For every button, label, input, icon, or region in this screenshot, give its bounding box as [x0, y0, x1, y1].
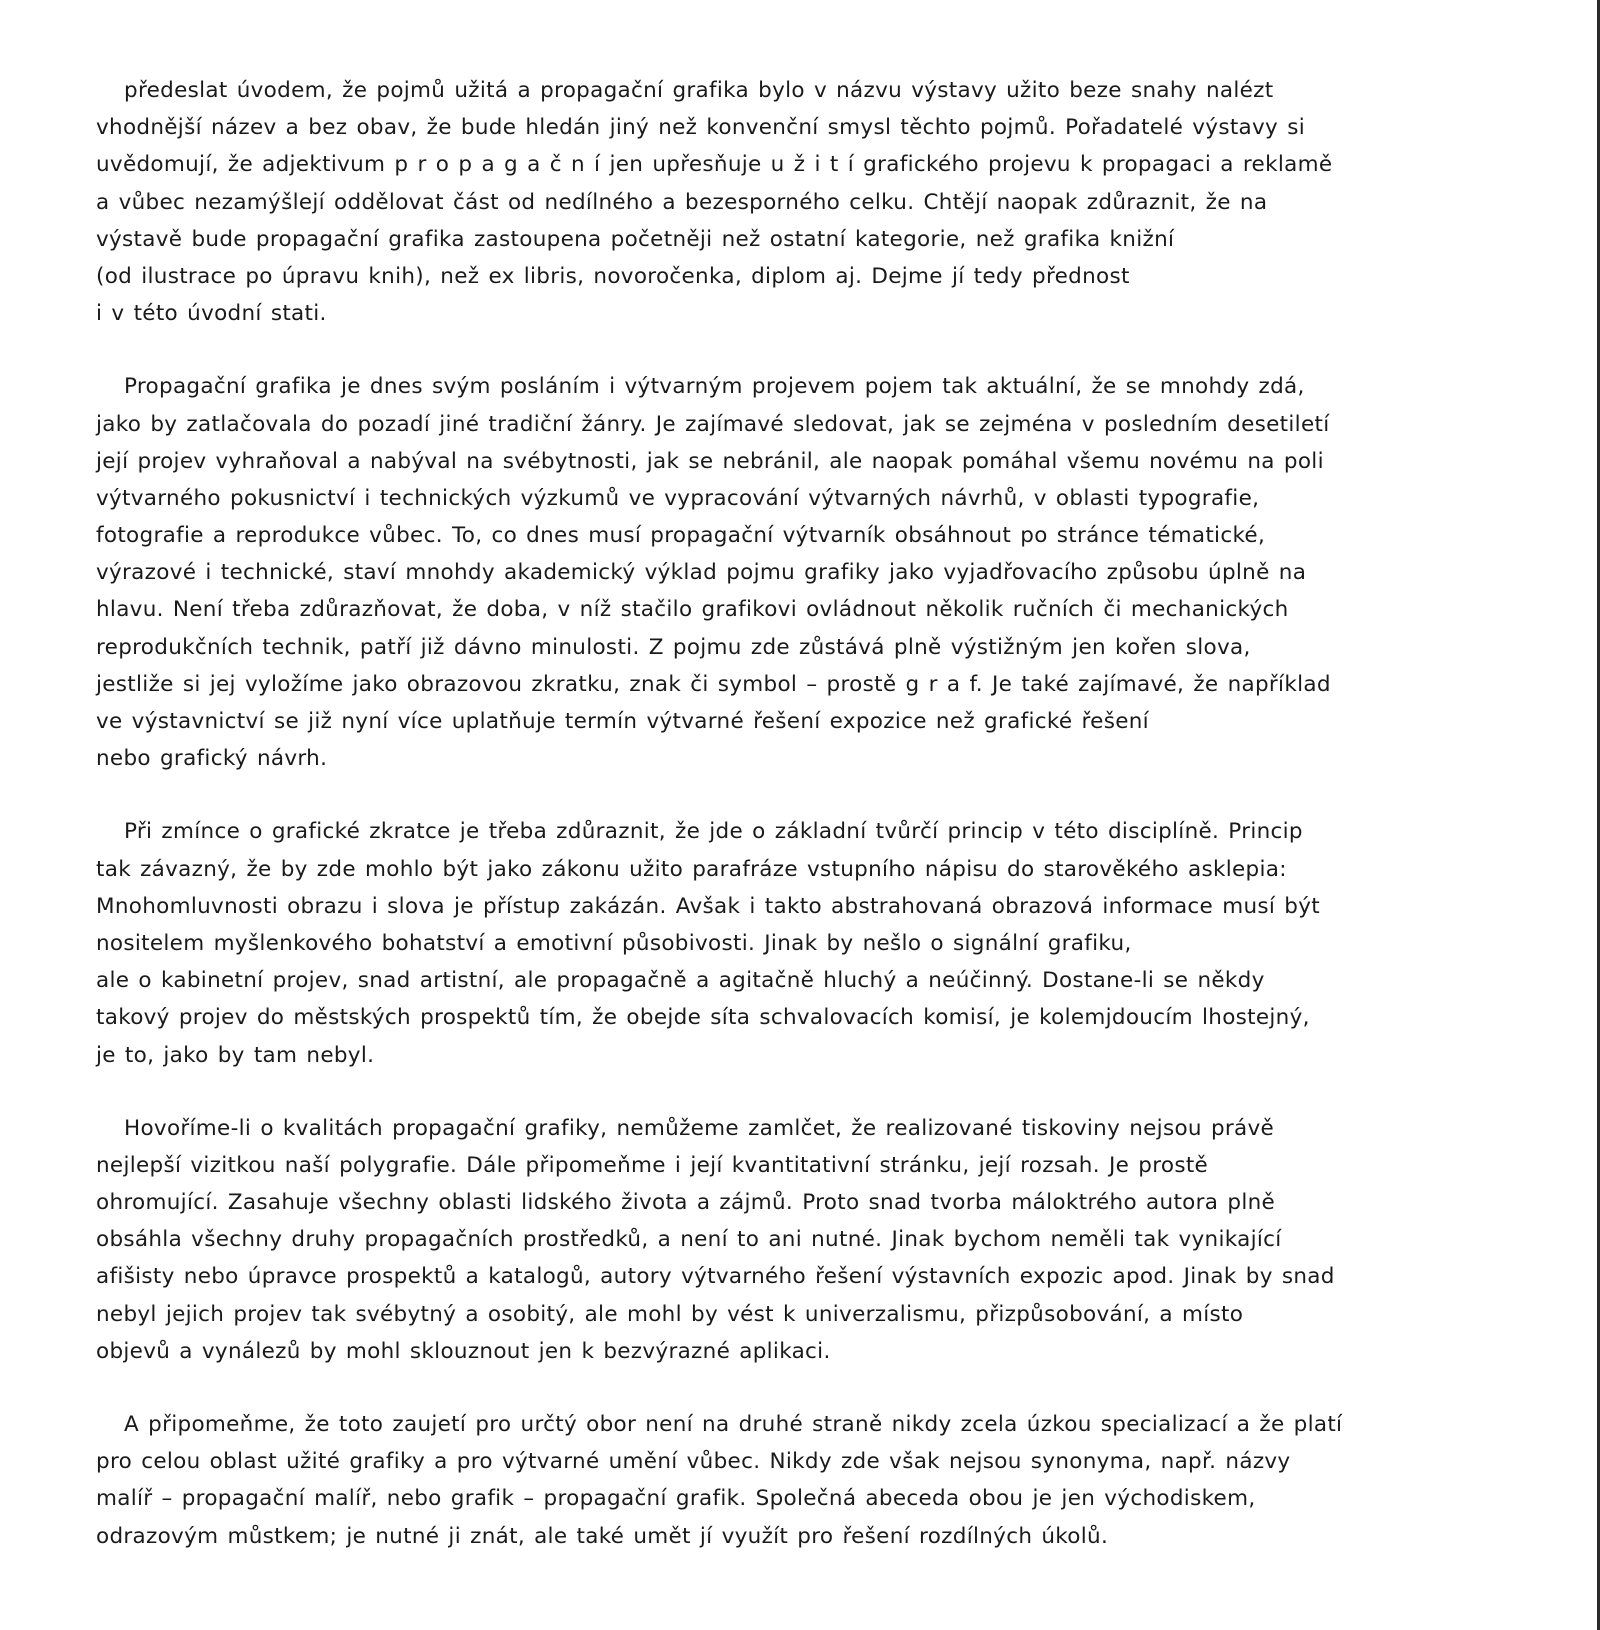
document-body [96, 72, 1496, 1591]
text-line: A připomeňme, že toto zaujetí pro určtý obor není na druhé straně nikdy zcela úzkou specializací a že platí [124, 1412, 1343, 1437]
text-line: uvědomují, že adjektivum p r o p a g a č n í jen upřesňuje u ž i t í grafického projevu k propagaci a reklamě [96, 152, 1333, 178]
text-line: nebyl jejich projev tak svébytný a osobitý, ale mohl by vést k univerzalismu, přizpůsobování, a místo [96, 1301, 1244, 1327]
text-line: Při zmínce o grafické zkratce je třeba zdůraznit, že jde o základní tvůrčí princip v této disciplíně. Princip [124, 819, 1303, 845]
text-line: pro celou oblast užité grafiky a pro výtvarné umění vůbec. Nikdy zde však nejsou synonyma, např. názvy [96, 1449, 1291, 1475]
paragraph [96, 72, 1496, 332]
paragraph [96, 1406, 1496, 1555]
text-line: Hovoříme-li o kvalitách propagační grafiky, nemůžeme zamlčet, že realizované tiskoviny nejsou právě [124, 1115, 1275, 1141]
text-line: její projev vyhraňoval a nabýval na svébytnosti, jak se nebránil, ale naopak pomáhal všemu novému na poli [96, 448, 1324, 474]
text-line: hlavu. Není třeba zdůrazňovat, že doba, v níž stačilo grafikovi ovládnout několik ručních či mechanických [96, 597, 1289, 623]
text-line: výtvarného pokusnictví i technických výzkumů ve vypracování výtvarných návrhů, v oblasti typografie, [96, 485, 1260, 511]
text-line: ohromující. Zasahuje všechny oblasti lidského života a zájmů. Proto snad tvorba máloktrého autora plně [96, 1190, 1276, 1216]
text-line: a vůbec nezamýšlejí oddělovat část od nedílného a bezesporného celku. Chtějí naopak zdůraznit, že na [96, 189, 1268, 215]
text-line: nejlepší vizitkou naší polygrafie. Dále připomeňme i její kvantitativní stránku, její rozsah. Je prostě [96, 1152, 1209, 1178]
text-line: fotografie a reprodukce vůbec. To, co dnes musí propagační výtvarník obsáhnout po stránce tématické, [96, 523, 1266, 549]
text-line: afišisty nebo úpravce prospektů a katalogů, autory výtvarného řešení výstavních expozic apod. Jinak by snad [96, 1264, 1335, 1290]
text-line: tak závazný, že by zde mohlo být jako zákonu užito parafráze vstupního nápisu do starověkého asklepia: [96, 856, 1287, 882]
text-line: obsáhla všechny druhy propagačních prostředků, a není to ani nutné. Jinak bychom neměli tak vynikající [96, 1227, 1282, 1253]
text-line: jestliže si jej vyložíme jako obrazovou zkratku, znak či symbol – prostě g r a f. Je také zajímavé, že například [96, 671, 1331, 697]
text-line: je to, jako by tam nebyl. [96, 1042, 375, 1068]
text-line: Mnohomluvnosti obrazu i slova je přístup zakázán. Avšak i takto abstrahovaná obrazová informace musí být [96, 893, 1320, 919]
text-line: výrazové i technické, staví mnohdy akademický výklad pojmu grafiky jako vyjadřovacího způsobu úplně na [96, 560, 1307, 586]
text-line: výstavě bude propagační grafika zastoupena početněji než ostatní kategorie, než grafika knižní [96, 226, 1175, 252]
text-line: ve výstavnictví se již nyní více uplatňuje termín výtvarné řešení expozice než grafické řešení [96, 709, 1149, 734]
paragraph [96, 368, 1496, 777]
text-line: ale o kabinetní projev, snad artistní, ale propagačně a agitačně hluchý a neúčinný. Dostane-li se někdy [96, 968, 1265, 994]
text-line: reprodukčních technik, patří již dávno minulosti. Z pojmu zde zůstává plně výstižným jen kořen slova, [96, 634, 1251, 660]
text-line: (od ilustrace po úpravu knih), než ex libris, novoročenka, diplom aj. Dejme jí tedy přednost [96, 263, 1130, 289]
text-line: nositelem myšlenkového bohatství a emotivní působivosti. Jinak by nešlo o signální grafiku, [96, 930, 1132, 956]
text-line: předeslat úvodem, že pojmů užitá a propagační grafika bylo v názvu výstavy užito beze snahy nalézt [124, 78, 1274, 103]
text-line: objevů a vynálezů by mohl sklouznout jen k bezvýrazné aplikaci. [96, 1338, 831, 1364]
paragraph [96, 813, 1496, 1073]
text-line: jako by zatlačovala do pozadí jiné tradiční žánry. Je zajímavé sledovat, jak se zejména v posledním desetiletí [96, 411, 1330, 437]
text-line: odrazovým můstkem; je nutné ji znát, ale také umět jí využít pro řešení rozdílných úkolů. [96, 1523, 1109, 1549]
text-line: takový projev do městských prospektů tím, že obejde síta schvalovacích komisí, je kolemjdoucím lhostejný, [96, 1005, 1310, 1031]
text-line: vhodnější název a bez obav, že bude hledán jiný než konvenční smysl těchto pojmů. Pořadatelé výstavy si [96, 115, 1305, 141]
paragraph [96, 1110, 1496, 1370]
text-line: Propagační grafika je dnes svým posláním i výtvarným projevem pojem tak aktuální, že se mnohdy zdá, [124, 374, 1305, 400]
text-line: nebo grafický návrh. [96, 746, 328, 772]
text-line: malíř – propagační malíř, nebo grafik – propagační grafik. Společná abeceda obou je jen východiskem, [96, 1486, 1256, 1512]
text-line: i v této úvodní stati. [96, 301, 327, 327]
